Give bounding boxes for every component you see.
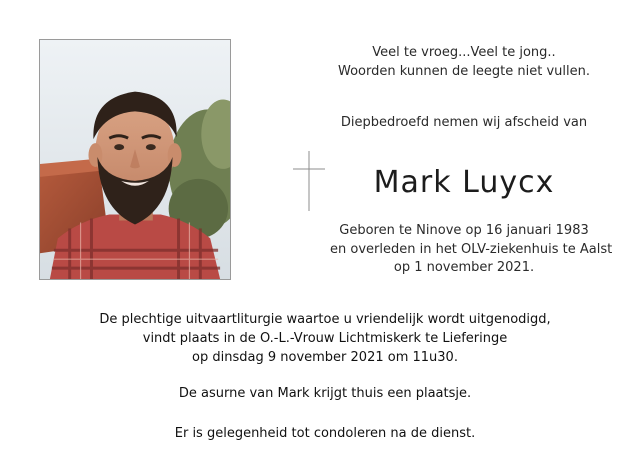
cross-icon — [292, 150, 326, 212]
ashes-note: De asurne van Mark krijgt thuis een plaatsje. — [178, 386, 472, 401]
birth-line: Geboren te Ninove op 16 januari 1983 — [339, 223, 589, 238]
ceremony-block — [60, 310, 590, 367]
condolence-note: Er is gelegenheid tot condoleren na de dienst. — [174, 426, 476, 441]
quote-line-1: Veel te vroeg...Veel te jong.. — [372, 45, 556, 60]
farewell-intro: Diepbedroefd nemen wij afscheid van — [340, 115, 588, 130]
death-line: en overleden in het OLV-ziekenhuis te Aalst — [330, 241, 613, 257]
quote-line-2: Woorden kunnen de leegte niet vullen. — [337, 64, 591, 79]
ceremony-line-3: op dinsdag 9 november 2021 om 11u30. — [192, 350, 458, 365]
life-dates-block — [330, 222, 613, 278]
portrait-photo-icon — [40, 40, 230, 279]
portrait-photo — [39, 39, 231, 280]
deceased-name: Mark Luycx — [373, 165, 555, 200]
ceremony-line-1: De plechtige uitvaartliturgie waartoe u vriendelijk wordt uitgenodigd, — [99, 312, 551, 327]
ceremony-line-2: vindt plaats in de O.-L.-Vrouw Lichtmiskerk te Lieferinge — [142, 331, 508, 346]
death-date-line: op 1 november 2021. — [393, 260, 535, 275]
quote-block — [330, 43, 598, 81]
